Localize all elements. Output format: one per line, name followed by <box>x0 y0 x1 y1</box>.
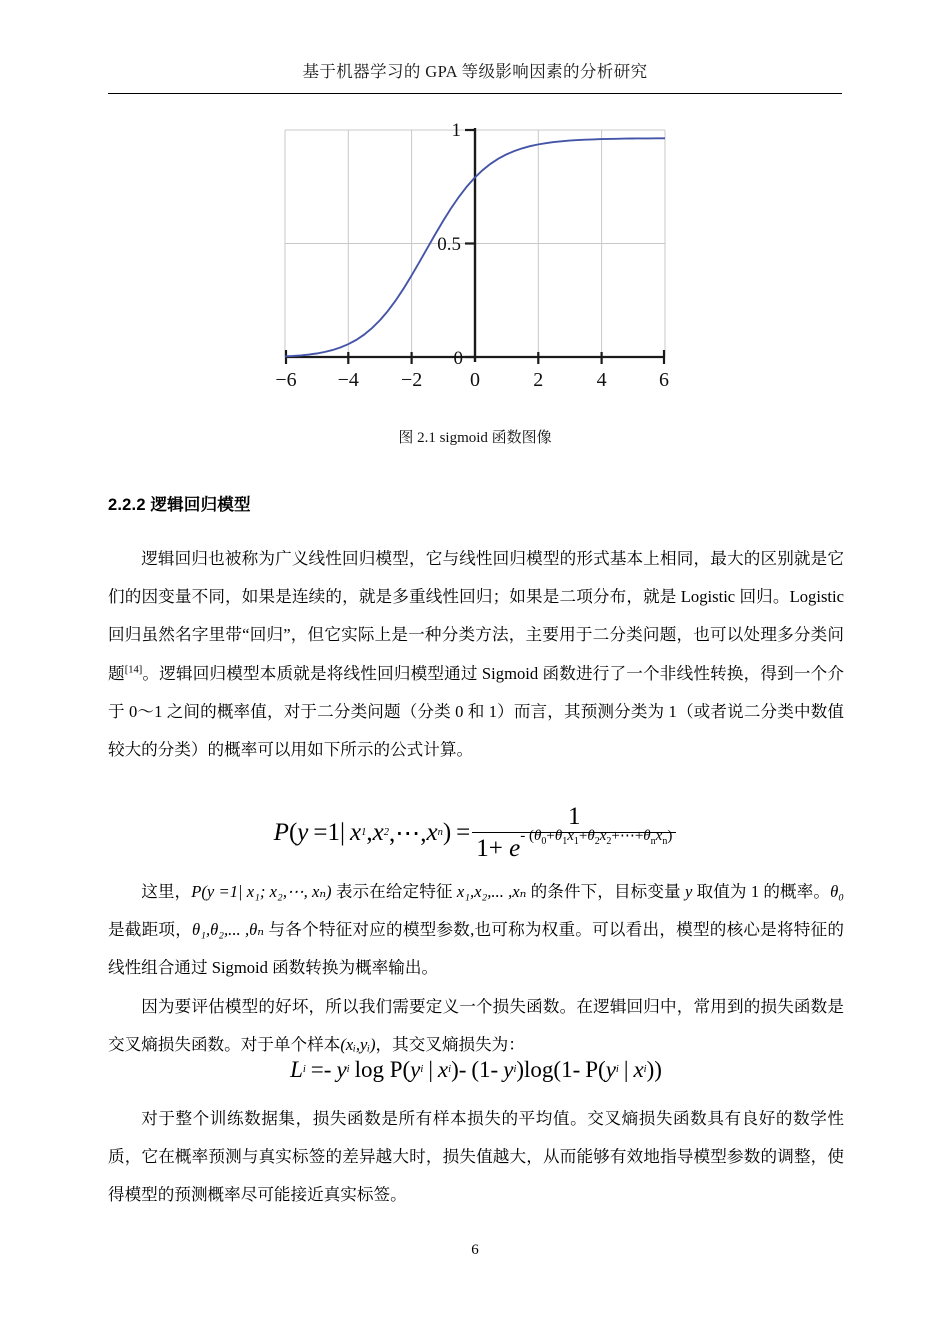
section-heading: 2.2.2 逻辑回归模型 <box>108 496 251 514</box>
p2-e: 是截距项， <box>108 920 193 940</box>
p2-math-3: y <box>684 882 693 901</box>
ytick-label-1: 1 <box>451 120 461 141</box>
xtick-label-6: 6 <box>659 369 669 391</box>
xtick-label-m6: −6 <box>275 369 297 391</box>
eq2-y3: y <box>503 1057 514 1082</box>
eq2-y4: y <box>605 1057 616 1082</box>
p2-c: 的条件下，目标变量 <box>526 882 685 901</box>
header-rule <box>108 93 842 94</box>
eq1-fraction <box>472 803 676 864</box>
paragraph-4: 对于整个训练数据集，损失函数是所有样本损失的平均值。交叉熵损失函数具有良好的数学性质，它在概率预测与真实标签的差异越大时，损失值越大，从而能够有效地指导模型参数的调整，使得模型的预测概率尽可能接近真实标签。 <box>108 1109 844 1205</box>
xtick-label-2: 2 <box>533 369 544 391</box>
eq1-P: P <box>273 819 289 846</box>
eq1-xc: x <box>655 827 663 844</box>
figure-caption: 图 2.1 sigmoid 函数图像 <box>398 430 552 446</box>
body-column <box>108 540 844 769</box>
equation-1-row: P ( y =1| x 1 , x 2 ,⋯, x n ) = $\frac{1}{1+ e^{- (\theta_0+\theta_1x_1+\theta_2x_2+\cdots+\theta_nx_n)}}$ <box>274 803 679 864</box>
eq1-dots: ,⋯, <box>388 820 427 847</box>
eq2-x2: x <box>633 1057 644 1082</box>
eq1-theta2: θ <box>587 827 595 844</box>
xtick-label-m4: −4 <box>337 369 359 391</box>
equation-2-row: L i =- y i log P( y i | x i )- (1- y i ) log(1- P( y i | x i )) <box>290 1057 662 1082</box>
p3-a: 因为要评估模型的好坏，所以我们需要定义一个损失函数。在逻辑回归中，常用到的损失函数是交叉熵损失函数。对于单个样本 <box>108 996 844 1054</box>
figure-block <box>108 112 842 447</box>
eq2-P2: P( <box>585 1057 606 1082</box>
header-title: 基于机器学习的 GPA 等级影响因素的分析研究 <box>302 62 648 81</box>
eq1-xb: x <box>599 827 607 844</box>
sigmoid-chart-svg <box>275 112 675 392</box>
eq1-exp-open: - ( <box>520 827 534 844</box>
eq1-plus1: + <box>546 827 555 844</box>
p2-math-1: P(y =1| x₁; x₂,⋯, xₙ) <box>191 882 332 901</box>
eq1-theta0: θ <box>533 827 542 844</box>
eq1-plus3: +⋯+ <box>611 827 644 844</box>
eq1-y: y <box>297 819 309 846</box>
eq1-numerator: 1 <box>568 802 581 830</box>
p3-math: (xᵢ,yᵢ) <box>340 1034 376 1054</box>
ytick-label-0: 0 <box>453 348 463 369</box>
eq1-exponent <box>520 827 673 847</box>
eq1-xc-sub: n <box>662 835 668 847</box>
equation-cross-entropy-loss <box>108 1048 844 1092</box>
eq1-x1: x <box>349 819 362 846</box>
equation-sigmoid-probability <box>108 793 844 873</box>
sigmoid-chart <box>275 112 675 392</box>
eq1-plus2: + <box>578 827 588 844</box>
p2-math-2: x₁,x₂,... ,xₙ <box>456 882 527 901</box>
eq1-theta0-sub: 0 <box>541 835 547 847</box>
eq2-y1: y <box>336 1057 347 1082</box>
p2-d: 取值为 1 的概率。 <box>692 882 831 901</box>
xtick-label-0: 0 <box>470 369 480 391</box>
eq1-xa-sub: 1 <box>573 835 579 847</box>
eq1-comma1: , <box>366 819 373 846</box>
p2-f: 与各个特征对应的模型参数,也可称为权重。可以看出，模型的核心是将特征的线性组合通过 Sigmoid 函数转换为概率输出。 <box>108 920 845 978</box>
eq2-eq: =- <box>310 1057 332 1082</box>
running-header <box>108 60 842 85</box>
eq2-log2: log(1- <box>524 1057 581 1082</box>
eq1-close: ) <box>442 819 452 846</box>
citation-14: [14] <box>124 664 143 676</box>
eq2-y2: y <box>410 1057 421 1082</box>
p2-math-4: θ₀ <box>830 882 845 901</box>
page-number: 6 <box>471 1242 479 1258</box>
paragraph-1 <box>108 540 844 769</box>
xtick-label-m2: −2 <box>400 369 423 391</box>
eq1-xn: x <box>426 819 438 846</box>
eq1-x2: x <box>372 819 384 846</box>
eq1-theta1: θ <box>554 827 563 844</box>
eq1-thetan: θ <box>643 827 651 844</box>
body-column-2 <box>108 873 844 1064</box>
eq2-bar1: | <box>428 1057 433 1082</box>
eq2-close2: ) <box>516 1057 525 1082</box>
eq1-theta2-sub: 2 <box>594 835 600 847</box>
p2-a: 这里， <box>141 882 192 901</box>
eq1-thetan-sub: n <box>650 835 656 847</box>
ytick-label-05: 0.5 <box>437 234 461 255</box>
p2-math-5: θ₁,θ₂,... ,θₙ <box>192 920 265 940</box>
eq2-x1: x <box>437 1057 449 1082</box>
eq1-eq1: =1| <box>313 819 345 846</box>
eq1-xb-sub: 2 <box>606 835 612 847</box>
eq1-equals: = <box>456 819 471 846</box>
xtick-label-4: 4 <box>596 369 607 391</box>
paragraph-1-part-b: 。逻辑回归模型本质就是将线性回归模型通过 Sigmoid 函数进行了一个非线性转换，得到一个介于 0～1 之间的概率值，对于二分类问题（分类 0 和 1）而言，其预测分类为 1（或者说二分类中数值较大的分类）的概率可以用如下所示的公式计算。 <box>108 663 845 760</box>
eq2-bar2: | <box>623 1057 629 1082</box>
p2-b: 表示在给定特征 <box>331 882 457 901</box>
eq1-exp-close: ) <box>667 827 673 844</box>
eq1-xa: x <box>567 827 574 844</box>
eq2-L: L <box>290 1057 303 1082</box>
body-column-3 <box>108 1100 844 1215</box>
eq1-denominator <box>472 827 676 863</box>
p3-b: ，其交叉熵损失为： <box>375 1034 525 1054</box>
eq1-open: ( <box>288 819 298 846</box>
eq2-open2: (1- <box>471 1057 499 1082</box>
paragraph-2 <box>108 873 844 988</box>
paragraph-1-part-a: 逻辑回归也被称为广义线性回归模型，它与线性回归模型的形式基本上相同，最大的区别就是它们的因变量不同，如果是连续的，就是多重线性回归；如果是二项分布，就是 Logistic 回归。Logistic 回归虽然名字里带“回归”，但它实际上是一种分类方法，主要用于二分类问题，也可以处理多分类问题 <box>108 549 844 683</box>
eq1-den-base: 1+ e <box>476 835 521 863</box>
eq2-close3: )) <box>646 1057 662 1082</box>
eq1-e: e <box>509 835 521 863</box>
eq2-log1: log P( <box>354 1057 411 1082</box>
eq2-close1: )- <box>451 1057 467 1082</box>
eq1-theta1-sub: 1 <box>562 835 568 847</box>
